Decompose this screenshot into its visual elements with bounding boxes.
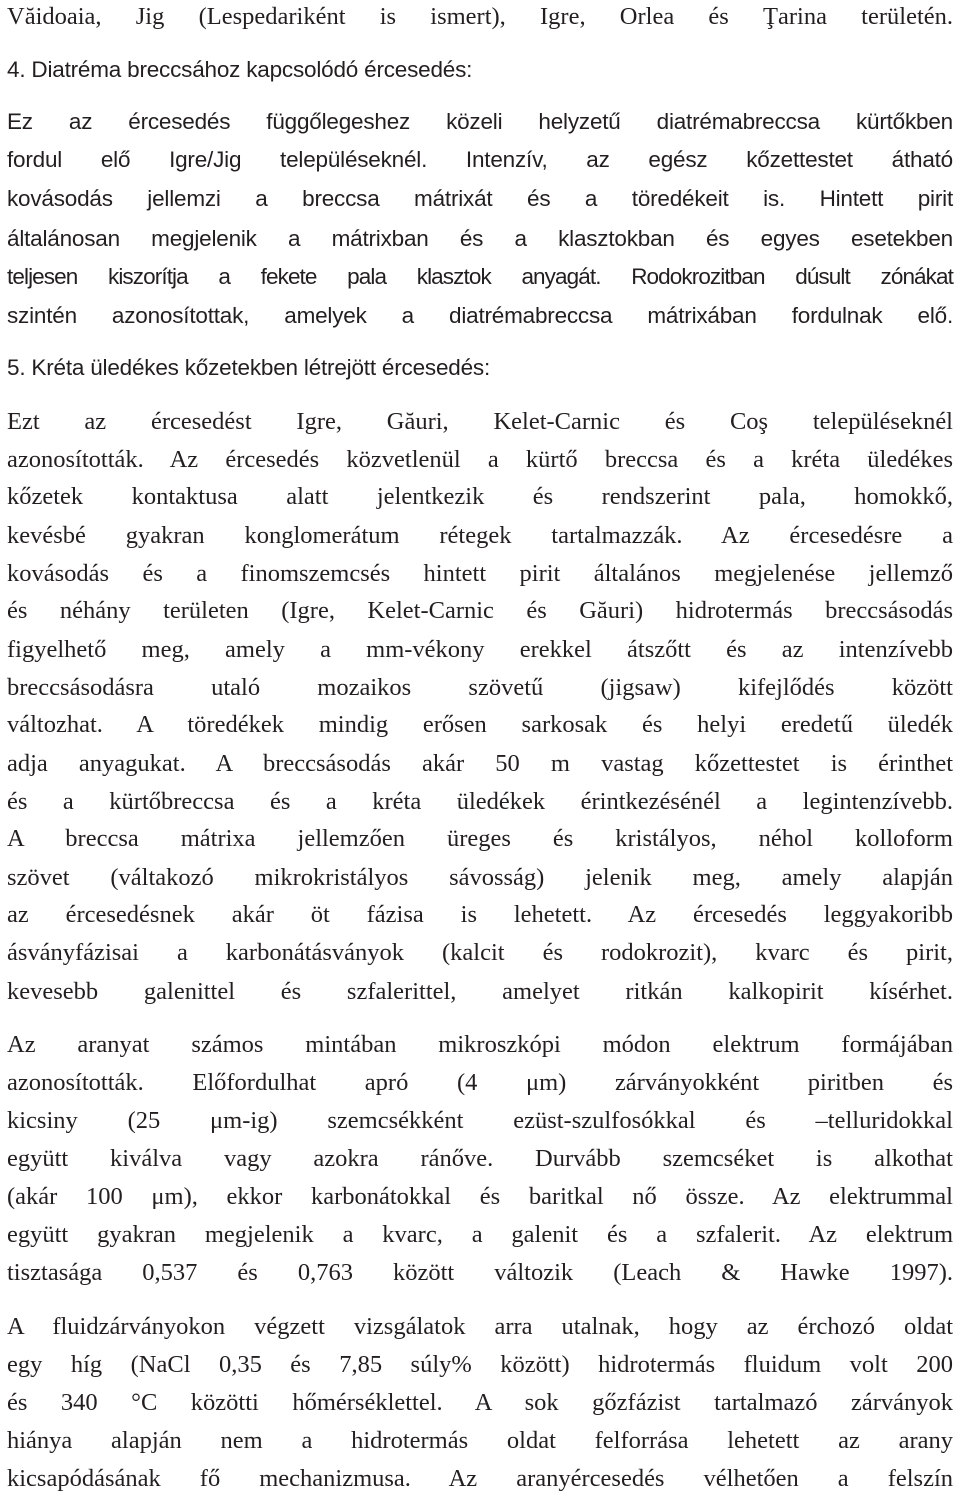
text-line: azonosították. Az ércesedés közvetlenül a kürtő breccsa és a kréta üledékes	[7, 446, 953, 473]
text-line: kovásodás jellemzi a breccsa mátrixát és a töredékeit is. Hintett pirit	[7, 186, 953, 211]
text-line: változhat. A töredékek mindig erősen sarkosak és helyi eredetű üledék	[7, 711, 953, 738]
text-line: az ércesedésnek akár öt fázisa is lehetett. Az ércesedés leggyakoribb	[7, 901, 953, 928]
text-line: együtt gyakran megjelenik a kvarc, a galenit és a szfalerit. Az elektrum	[7, 1221, 953, 1248]
text-line: szintén azonosítottak, amelyek a diatrémabreccsa mátrixában fordulnak elő.	[7, 303, 953, 328]
text-line: Ezt az ércesedést Igre, Găuri, Kelet-Carnic és Coş településeknél	[7, 408, 953, 435]
text-line: tisztasága 0,537 és 0,763 között változik (Leach & Hawke 1997).	[7, 1259, 953, 1286]
text-line: ásványfázisai a karbonátásványok (kalcit és rodokrozit), kvarc és pirit,	[7, 939, 953, 966]
text-line: kicsiny (25 μm-ig) szemcsékként ezüst-szulfosókkal és –telluridokkal	[7, 1107, 953, 1134]
text-line: és 340 °C közötti hőmérséklettel. A sok gőzfázist tartalmazó zárványok	[7, 1389, 953, 1416]
text-line: együtt kiválva vagy azokra ránőve. Durvább szemcséket is alkothat	[7, 1145, 953, 1172]
text-line: szövet (váltakozó mikrokristályos sávosság) jelenik meg, amely alapján	[7, 864, 953, 891]
text-line: Az aranyat számos mintában mikroszkópi módon elektrum formájában	[7, 1031, 953, 1058]
text-line: figyelhető meg, amely a mm-vékony erekkel átszőtt és az intenzívebb	[7, 636, 953, 663]
text-line: breccsásodásra utaló mozaikos szövetű (jigsaw) kifejlődés között	[7, 674, 953, 701]
text-line: általánosan megjelenik a mátrixban és a klasztokban és egyes esetekben	[7, 226, 953, 251]
text-line: és a kürtőbreccsa és a kréta üledékek érintkezésénél a legintenzívebb.	[7, 788, 953, 815]
text-line: adja anyagukat. A breccsásodás akár 50 m vastag kőzettestet is érinthet	[7, 750, 953, 777]
text-line: A breccsa mátrixa jellemzően üreges és kristályos, néhol kolloform	[7, 825, 953, 852]
text-line: Văidoaia, Jig (Lespedariként is ismert), Igre, Orlea és Ţarina területén.	[7, 3, 953, 30]
text-line: kovásodás és a finomszemcsés hintett pirit általános megjelenése jellemző	[7, 560, 953, 587]
text-line: egy híg (NaCl 0,35 és 7,85 súly% között) hidrotermás fluidum volt 200	[7, 1351, 953, 1378]
section-heading: 4. Diatréma breccsához kapcsolódó ércesedés:	[7, 57, 473, 82]
section-heading: 5. Kréta üledékes kőzetekben létrejött ércesedés:	[7, 355, 490, 380]
text-line: fordul elő Igre/Jig településeknél. Intenzív, az egész kőzettestet átható	[7, 147, 953, 172]
text-line: A fluidzárványokon végzett vizsgálatok arra utalnak, hogy az érchozó oldat	[7, 1313, 953, 1340]
text-line: kevesebb galenittel és szfalerittel, amelyet ritkán kalkopirit kísérhet.	[7, 978, 953, 1005]
text-line: Ez az ércesedés függőlegeshez közeli helyzetű diatrémabreccsa kürtőkben	[7, 109, 953, 134]
text-line: és néhány területen (Igre, Kelet-Carnic és Găuri) hidrotermás breccsásodás	[7, 597, 953, 624]
text-line: hiánya alapján nem a hidrotermás oldat felforrása lehetett az arany	[7, 1427, 953, 1454]
text-line: kicsapódásának fő mechanizmusa. Az aranyércesedés vélhetően a felszín	[7, 1465, 953, 1492]
text-line: (akár 100 μm), ekkor karbonátokkal és baritkal nő össze. Az elektrummal	[7, 1183, 953, 1210]
text-line: kevésbé gyakran konglomerátum rétegek tartalmazzák. Az ércesedésre a	[7, 522, 953, 549]
text-line: teljesen kiszorítja a fekete pala klasztok anyagát. Rodokrozitban dúsult zónákat	[7, 264, 953, 289]
text-line: kőzetek kontaktusa alatt jelentkezik és rendszerint pala, homokkő,	[7, 483, 953, 510]
text-line: azonosították. Előfordulhat apró (4 μm) zárványokként piritben és	[7, 1069, 953, 1096]
